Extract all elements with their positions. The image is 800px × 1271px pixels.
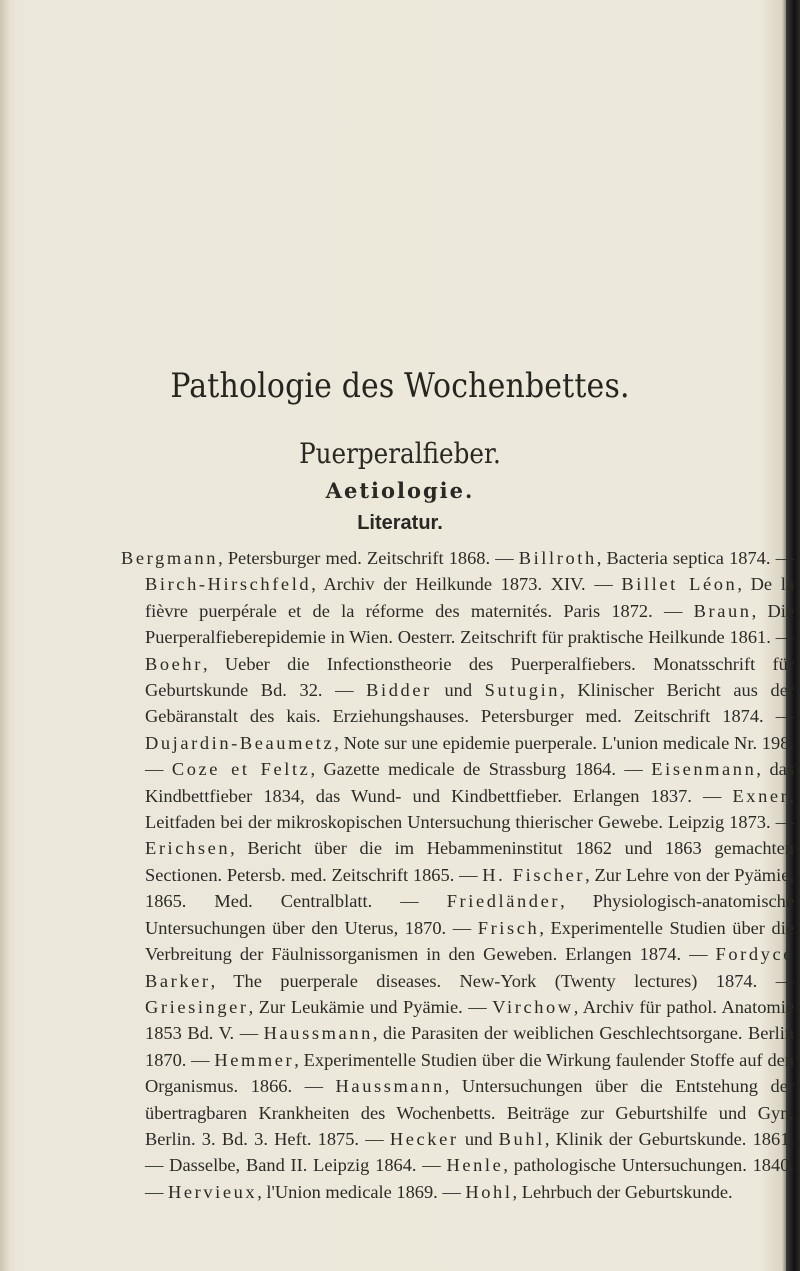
reference-author: Erichsen (145, 838, 231, 859)
reference-author: Eisenmann (651, 759, 757, 780)
reference-author: Sutugin (484, 680, 561, 701)
reference-author: Friedländer (446, 891, 561, 912)
reference-author: Griesinger (145, 996, 249, 1017)
reference-text: , das Kindbettfieber 1834, das Wund- und Kindbettfieber. Erlangen 1837. — (145, 759, 794, 806)
reference-author: Hohl (465, 1181, 513, 1202)
reference-text: , Gazette medicale de Strassburg 1864. — (310, 759, 652, 780)
reference-text: , l'Union medicale 1869. — (257, 1181, 466, 1202)
reference-text: , Lehrbuch der Geburtskunde. (512, 1181, 733, 1202)
reference-text: und (458, 1128, 499, 1149)
reference-author: Bergmann (121, 548, 219, 568)
reference-text: , pathologische Untersuchungen. 1840. — (145, 1155, 794, 1202)
reference-author: Coze et Feltz (171, 759, 311, 780)
reference-text: , die Parasiten der weiblichen Geschlechtsorgane. Berlin 1870. — (145, 1023, 795, 1070)
reference-author: Hecker (389, 1128, 459, 1149)
reference-list (121, 545, 794, 1205)
reference-text: , Experimentelle Studien über die Verbreitung der Fäulnissorganismen in den Geweben. Erlangen 1874. — (145, 917, 794, 965)
reference-author: Hemmer (214, 1049, 295, 1070)
reference-author: H. Fischer (482, 864, 586, 885)
reference-text: , Petersburger med. Zeitschrift 1868. — (218, 548, 519, 568)
reference-text: , The puerperale diseases. New-York (Twenty lectures) 1874. — (210, 970, 794, 991)
reference-text: , Klinik der Geburtskunde. 1861. — Dasselbe, Band II. Leipzig 1864. — (145, 1128, 794, 1176)
reference-text: , Zur Leukämie und Pyämie. — (248, 996, 493, 1017)
reference-author: Billet Léon (621, 574, 738, 595)
reference-text: , Untersuchungen über die Entstehung der übertragbaren Krankheiten des Wochenbetts. Beiträge zur Geburtshilfe und Gyn. Berlin. 3. Bd. 3. Heft. 1875. — (145, 1076, 794, 1149)
reference-text: , Leitfaden bei der mikroskopischen Untersuchung thierischer Gewebe. Leipzig 1873. — (145, 785, 794, 833)
reference-author: Haussmann (335, 1076, 445, 1097)
reference-author: Dujardin-Beaumetz (145, 732, 335, 753)
reference-text: , Note sur une epidemie puerperale. L'union medicale Nr. 198. — (145, 732, 794, 780)
page-left-edge (0, 0, 10, 1271)
reference-text: , Bacteria septica 1874. — (596, 548, 794, 568)
reference-author: Birch-Hirschfeld (145, 574, 312, 595)
reference-text: , Physiologisch-anatomische Untersuchungen über den Uterus, 1870. — (145, 891, 794, 938)
reference-text: , Archiv der Heilkunde 1873. XIV. — (311, 574, 622, 595)
reference-author: Bidder (366, 680, 432, 701)
reference-author: Henle (446, 1155, 504, 1176)
reference-author: Virchow (492, 996, 574, 1017)
reference-text: , Klinischer Bericht aus der Gebäranstalt des kais. Erziehungshauses. Petersburger med. Zeitschrift 1874. — (145, 680, 794, 727)
chapter-title: Pathologie des Wochenbettes. (170, 366, 630, 406)
literature-heading: Literatur. (357, 512, 443, 534)
reference-author: Exner (732, 785, 790, 806)
reference-text: und (431, 680, 485, 701)
reference-author: Frisch (477, 917, 540, 938)
section-title: Puerperalfieber. (299, 437, 501, 470)
reference-text: , Archiv für pathol. Anatomie 1853 Bd. V. — (145, 996, 794, 1044)
reference-author: Haussmann (263, 1023, 373, 1044)
reference-text: , Die Puerperalfieberepidemie in Wien. Oesterr. Zeitschrift für praktische Heilkunde 1861. — (145, 600, 794, 648)
reference-author: Boehr (145, 653, 203, 674)
reference-text: , Bericht über die im Hebammeninstitut 1862 und 1863 gemachten Sectionen. Petersb. med. Zeitschrift 1865. — (145, 838, 794, 885)
reference-author: Braun (693, 600, 752, 621)
reference-author: Buhl (498, 1128, 545, 1149)
reference-text: , Zur Lehre von der Pyämie, 1865. Med. Centralblatt. — (145, 864, 794, 912)
reference-text: , Ueber die Infectionstheorie des Puerperalfiebers. Monatsschrift für Geburtskunde Bd. 32. — (145, 653, 794, 701)
reference-text: , Experimentelle Studien über die Wirkung faulender Stoffe auf den Organismus. 1866. — (145, 1049, 794, 1097)
reference-author: Hervieux (168, 1181, 258, 1202)
reference-text: , De la fièvre puerpérale et de la réforme des maternités. Paris 1872. — (145, 574, 794, 621)
subsection-title: Aetiologie. (325, 478, 475, 503)
reference-author: Billroth (518, 548, 597, 568)
reference-author: Fordyce Barker (145, 944, 794, 991)
